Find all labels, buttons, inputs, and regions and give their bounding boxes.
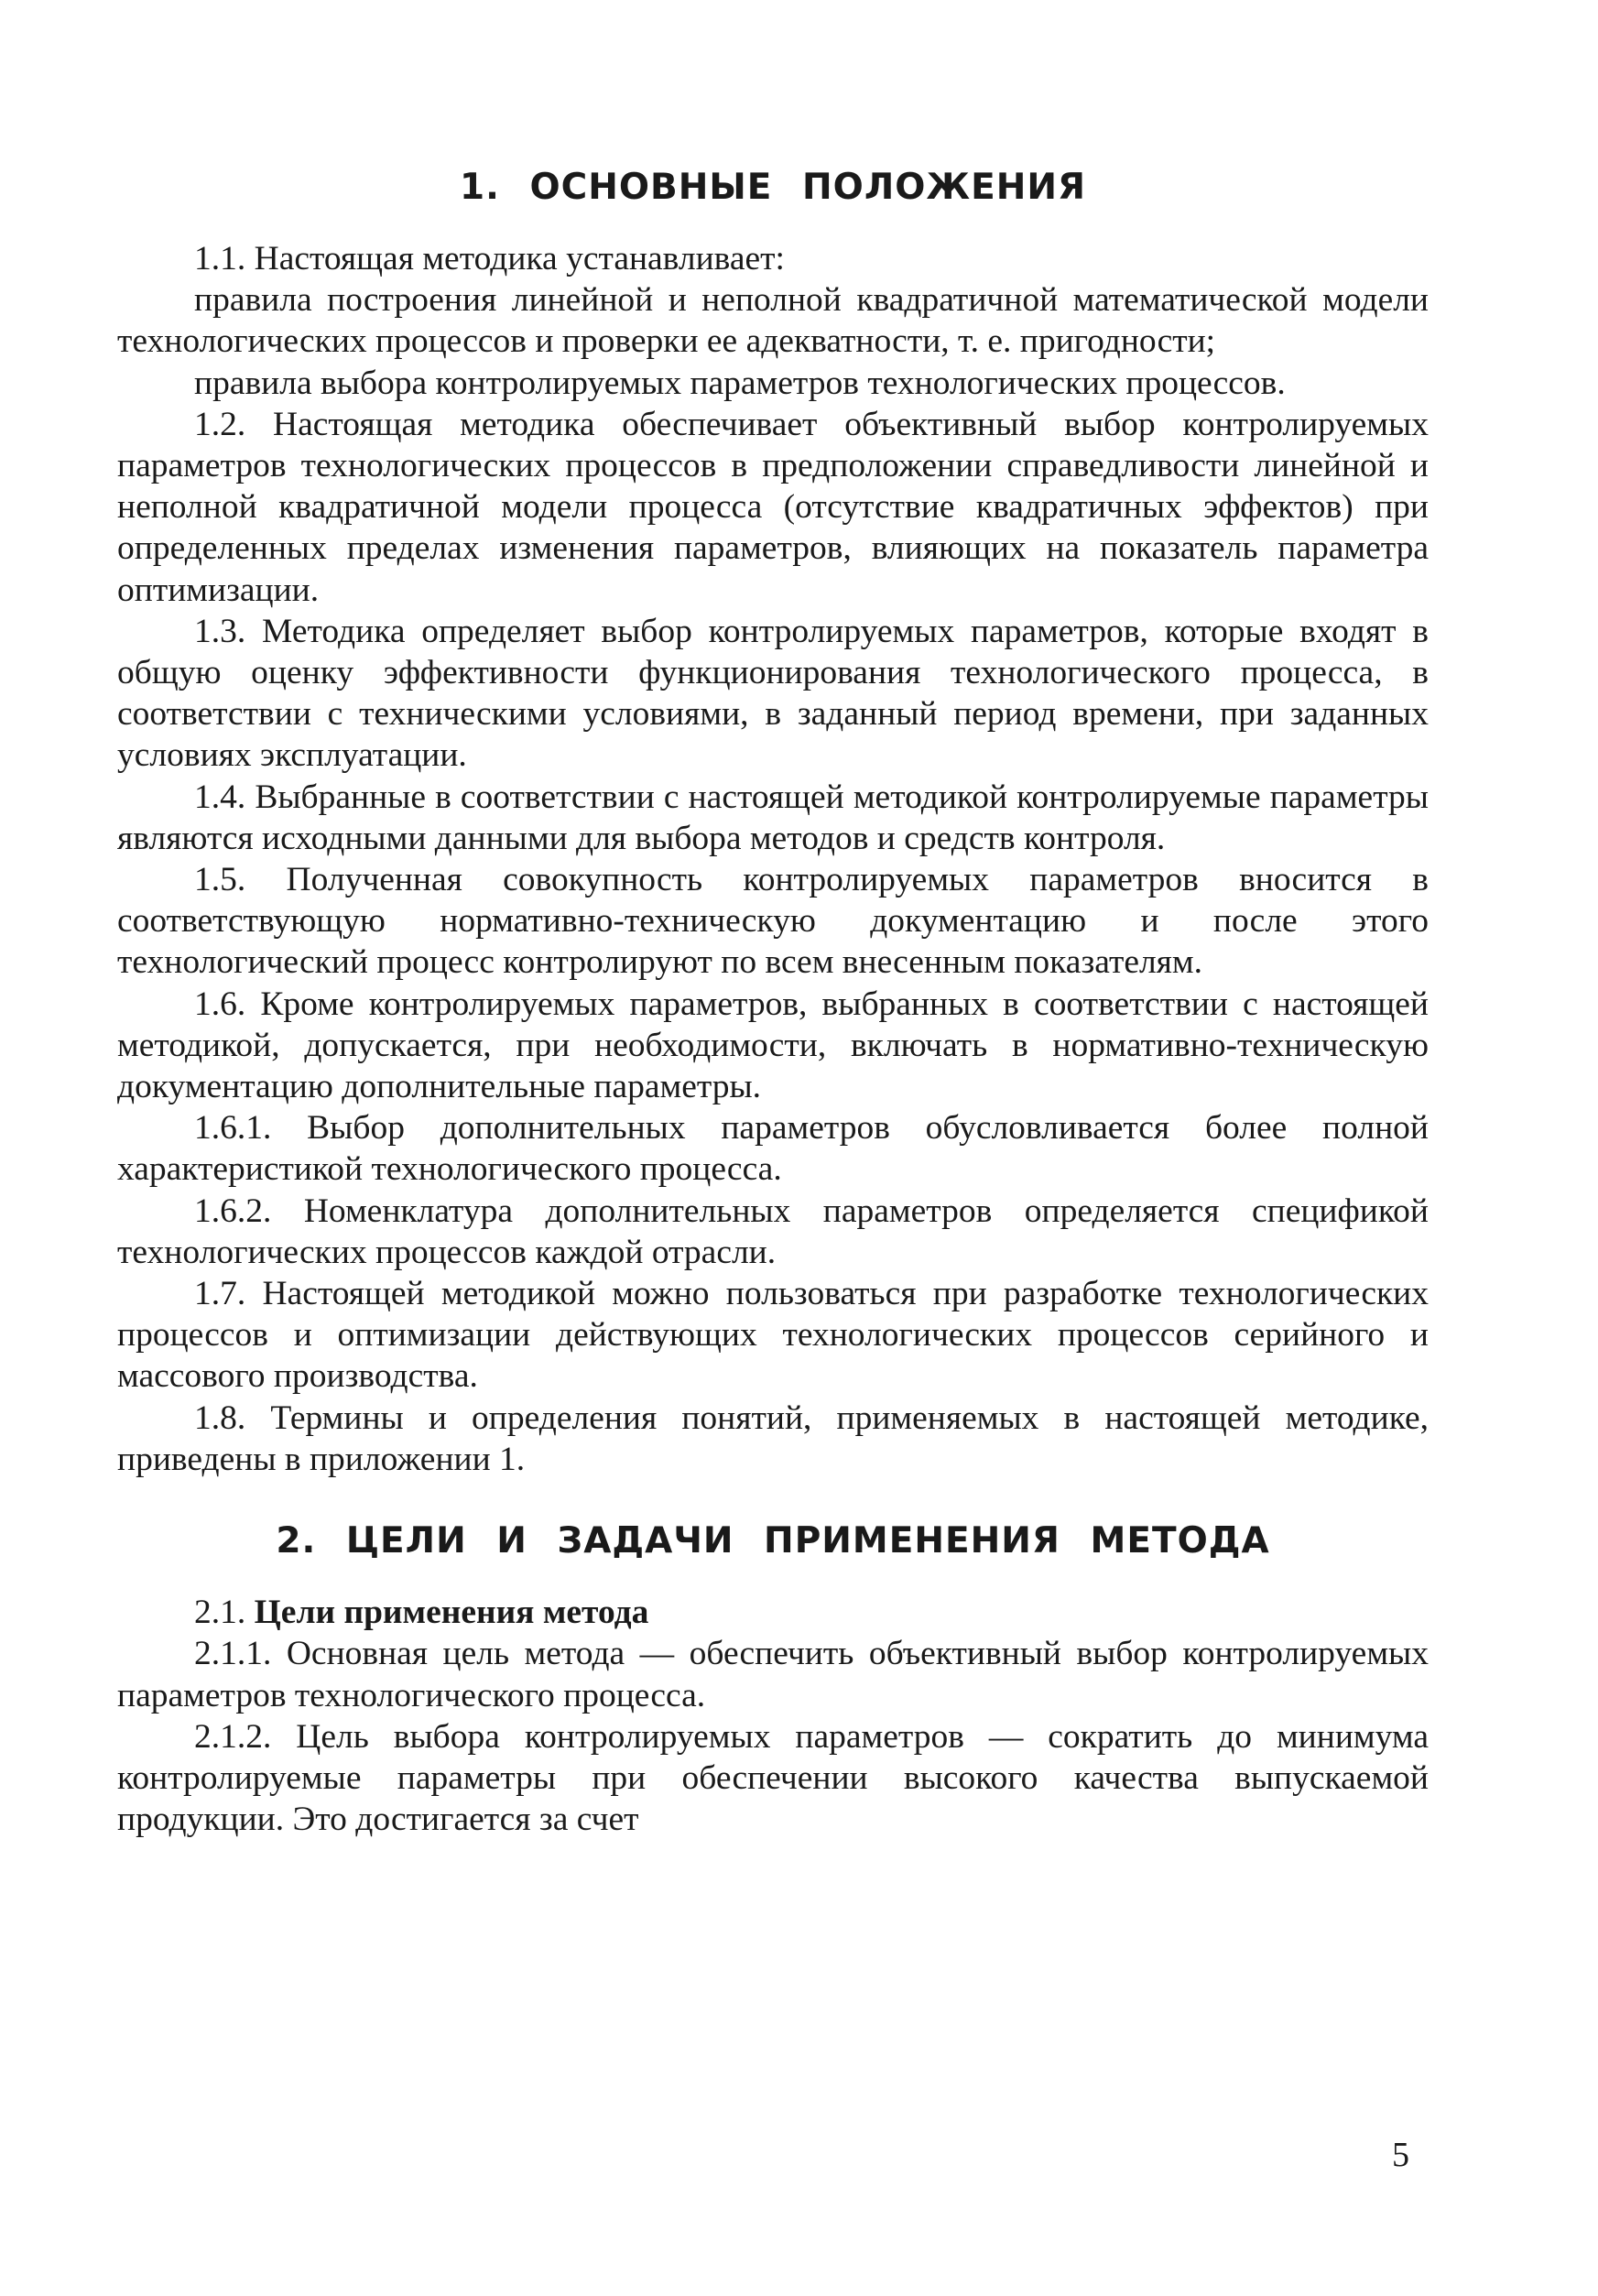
paragraph-1-3: 1.3. Методика определяет выбор контролируемых параметров, которые входят в общую оценку эффективности функционирования технологического процесса, в соответствии с техническими условиями, в заданный период времени, при заданных условиях эксплуатации. [117,612,1429,775]
paragraph-1-6-1: 1.6.1. Выбор дополнительных параметров обусловливается более полной характеристикой технологического процесса. [117,1109,1429,1189]
paragraph-1-7: 1.7. Настоящей методикой можно пользоваться при разработке технологических процессов и оптимизации действующих технологических процессов серийного и массового производства. [117,1275,1429,1396]
section-2-heading: 2. ЦЕЛИ И ЗАДАЧИ ПРИМЕНЕНИЯ МЕТОДА [276,1520,1270,1562]
paragraph-1-1: 1.1. Настоящая методика устанавливает: [194,240,785,277]
page-number: 5 [1392,2136,1409,2174]
paragraph-1-6: 1.6. Кроме контролируемых параметров, выбранных в соответствии с настоящей методикой, допускается, при необходимости, включать в нормативно-техническую документацию дополнительные параметры. [117,985,1429,1106]
paragraph-1-2: 1.2. Настоящая методика обеспечивает объективный выбор контролируемых параметров технологических процессов в предположении справедливости линейной и неполной квадратичной модели процесса (отсутствие квадратичных эффектов) при определенных пределах изменения параметров, влияющих на показатель параметра оптимизации. [117,405,1429,609]
paragraph-1-6-2: 1.6.2. Номенклатура дополнительных параметров определяется спецификой технологических процессов каждой отрасли. [117,1192,1429,1271]
section-1-heading: 1. ОСНОВНЫЕ ПОЛОЖЕНИЯ [459,167,1087,208]
paragraph-2-1-2: 2.1.2. Цель выбора контролируемых параметров — сократить до минимума контролируемые параметры при обеспечении высокого качества выпускаемой продукции. Это достигается за счет [117,1717,1429,1839]
document-page [117,137,1429,1840]
paragraph-1-5: 1.5. Полученная совокупность контролируемых параметров вносится в соответствующую нормативно-техническую документацию и после этого технологический процесс контролируют по всем внесенным показателям. [117,861,1429,982]
paragraph-1-1-item-1: правила построения линейной и неполной квадратичной математической модели технологических процессов и проверки ее адекватности, т. е. пригодности; [117,281,1429,361]
paragraph-1-1-item-2: правила выбора контролируемых параметров технологических процессов. [194,364,1286,402]
subsection-2-1-number: 2.1. [194,1594,246,1632]
subsection-2-1-heading [117,1592,1429,1633]
subsection-2-1-title: Цели применения метода [254,1594,649,1632]
paragraph-1-4: 1.4. Выбранные в соответствии с настоящей методикой контролируемые параметры являются исходными данными для выбора методов и средств контроля. [117,778,1429,857]
paragraph-2-1-1: 2.1.1. Основная цель метода — обеспечить объективный выбор контролируемых параметров технологического процесса. [117,1635,1429,1714]
paragraph-1-8: 1.8. Термины и определения понятий, применяемых в настоящей методике, приведены в приложении 1. [117,1398,1429,1478]
